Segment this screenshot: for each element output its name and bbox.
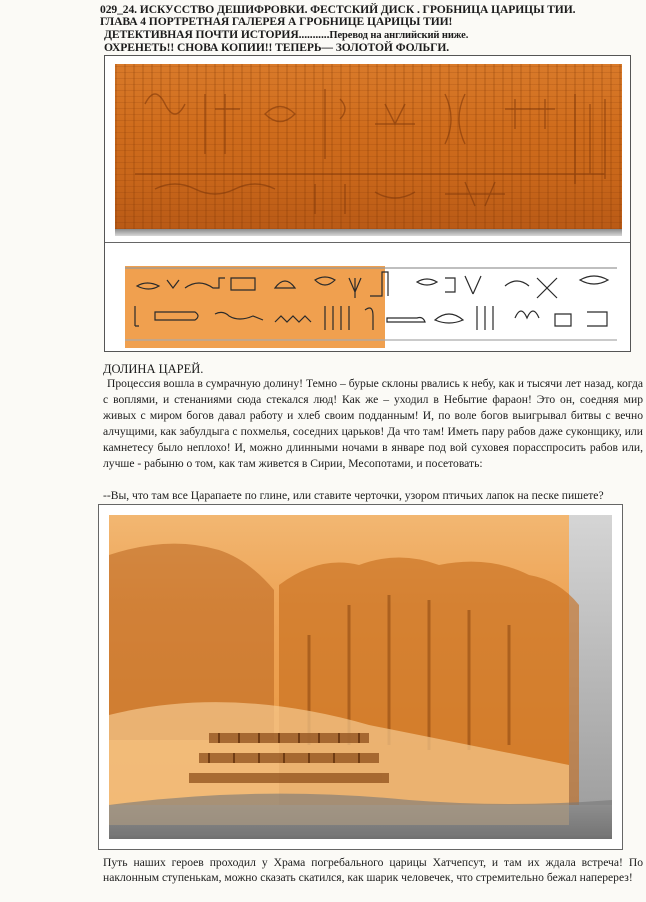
body-question: --Вы, что там все Царапаете по глине, или ставите черточки, узором птичьих лапок на песке пишете? xyxy=(103,489,604,502)
hieroglyph-glyphs xyxy=(125,266,617,348)
header-line-2: ГЛАВА 4 ПОРТРЕТНАЯ ГАЛЕРЕЯ А ГРОБНИЦЕ ЦАРИЦЫ ТИИ! xyxy=(100,15,453,28)
temple-photo xyxy=(109,515,612,839)
relief-shadow xyxy=(115,229,622,236)
relief-texture xyxy=(115,64,622,229)
header-line-3-main: ДЕТЕКТИВНАЯ ПОЧТИ ИСТОРИЯ........... xyxy=(104,28,330,41)
hieroglyph-drawing xyxy=(125,266,617,348)
header-line-3 xyxy=(104,28,468,42)
cliff-drawing xyxy=(109,515,612,839)
section-heading: ДОЛИНА ЦАРЕЙ. xyxy=(103,362,204,376)
photo-caption: Путь наших героев проходил у Храма погребального царицы Хатчепсут, и там их ждала встреча! По наклонным ступенькам, можно сказать скатился, как шарик человечек, что стремительно бежал наперерез! xyxy=(103,856,643,884)
header-line-4: ОХРЕНЕТЬ!! СНОВА КОПИИ!! ТЕПЕРЬ— ЗОЛОТОЙ ФОЛЬГИ. xyxy=(104,41,450,54)
relief-figure xyxy=(104,55,631,352)
relief-photo xyxy=(115,64,622,229)
header-line-1: 029_24. ИСКУССТВО ДЕШИФРОВКИ. ФЕСТСКИЙ ДИСК . ГРОБНИЦА ЦАРИЦЫ ТИИ. xyxy=(100,3,576,16)
body-paragraph: Процессия вошла в сумрачную долину! Темно – бурые склоны рвались к небу, как и тысячи лет назад, когда с воплями, и стенаниями сюда стекался люд! Как же – уходил в Небытие фараон! Это он, соедняя мир живых с миром богов давал работу и хлеб своим подданным! И, по воле богов выигрывал битвы с вечно алчущими, как забулдыга с похмелья, соседних царьков! Да что там! Иметь пару рабов даже суконщику, или камнетесу было неплохо! И, можно длинными ночами в январе под вой суховея порасспросить рабов или, лучше - рабыню о том, как там живется в Сирии, Месопотами, и посетовать: xyxy=(103,377,643,470)
header-line-3-note: Перевод на английский ниже. xyxy=(329,30,469,41)
temple-photo-figure xyxy=(98,504,623,850)
figure-divider xyxy=(105,242,630,243)
